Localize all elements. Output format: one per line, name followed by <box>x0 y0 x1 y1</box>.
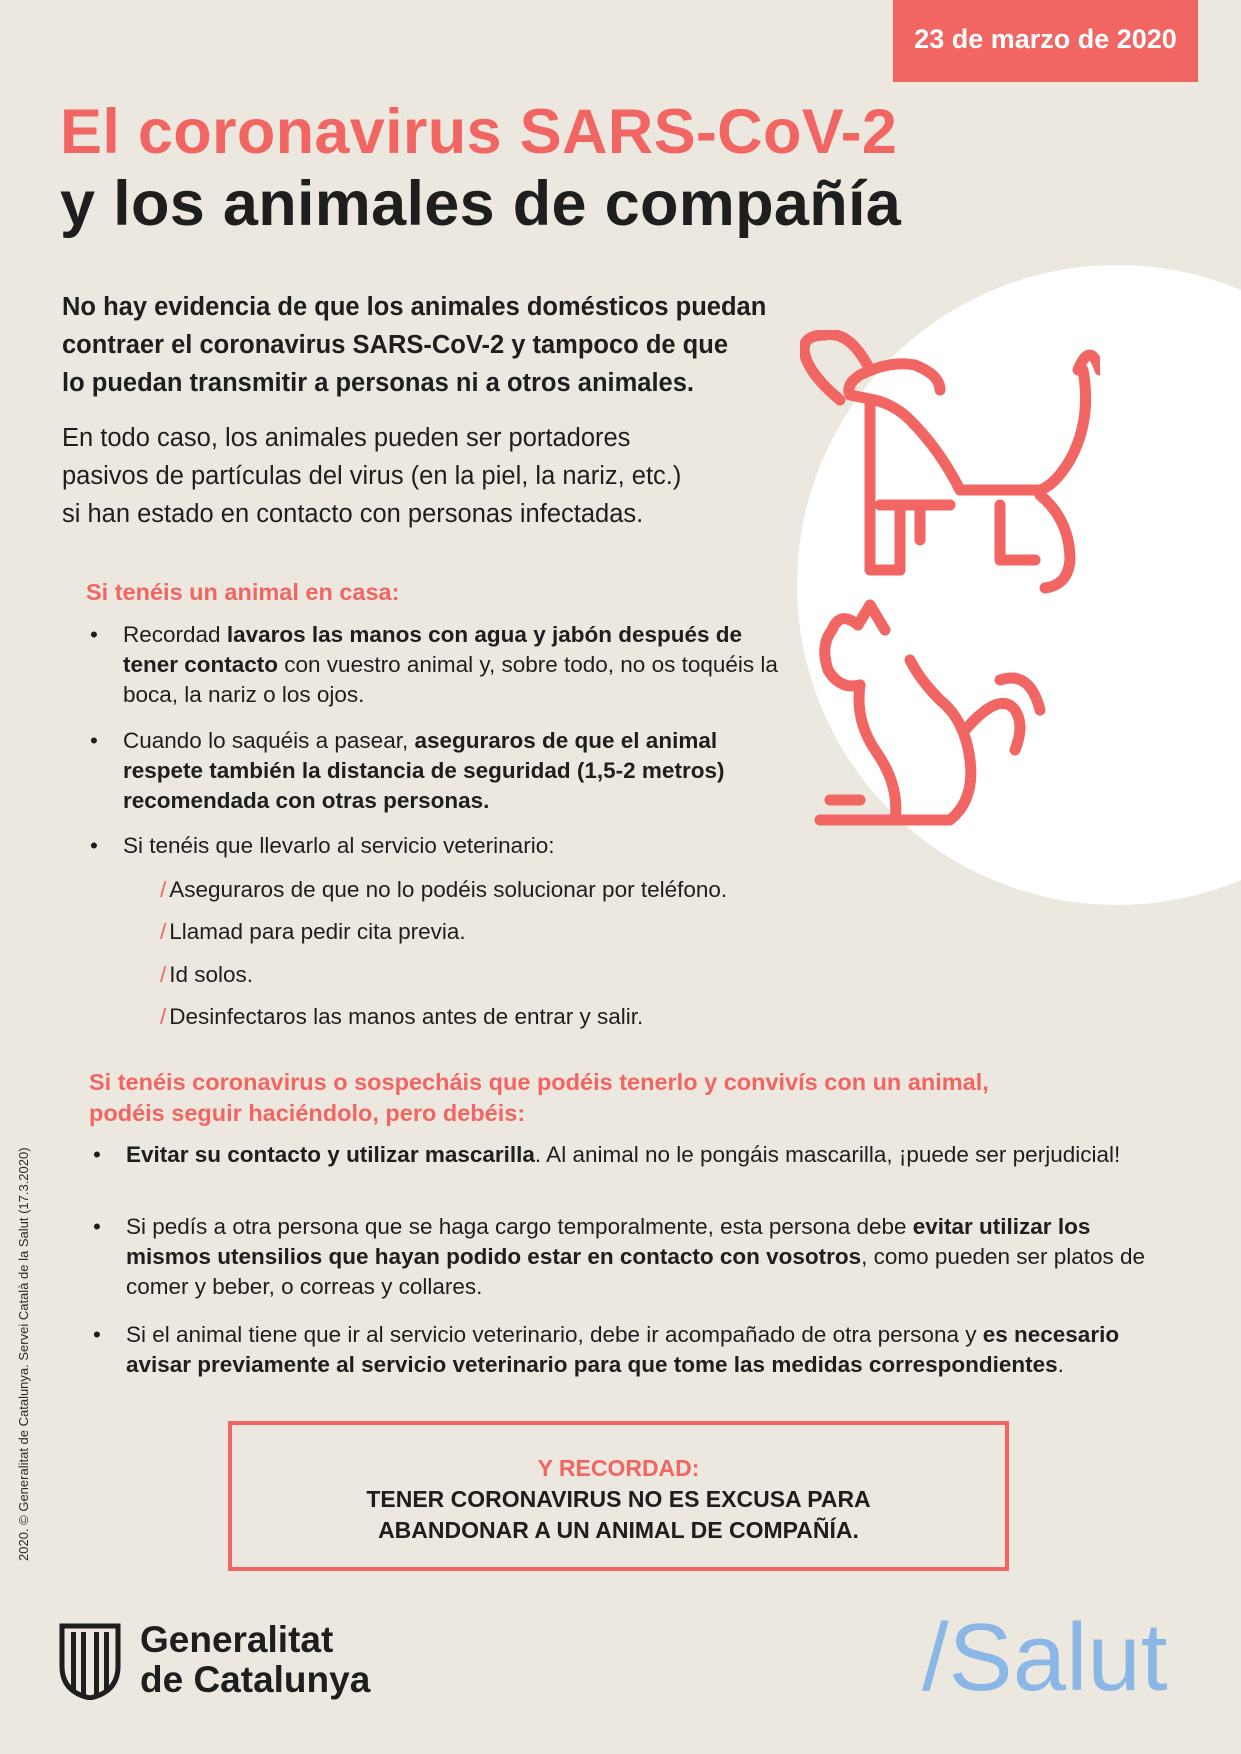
text: Desinfectaros las manos antes de entrar y salir. <box>169 1004 644 1029</box>
text: Id solos. <box>169 962 254 987</box>
list-item <box>90 620 803 710</box>
list-item <box>93 1212 1156 1302</box>
date-badge: 23 de marzo de 2020 <box>893 0 1198 82</box>
bullet-icon: • <box>93 1214 101 1239</box>
salut-logo: /Salut <box>922 1604 1168 1711</box>
text: con vuestro animal y, sobre todo, no os toquéis la boca, la nariz o los ojos. <box>123 652 778 707</box>
lead-paragraph <box>62 288 902 402</box>
bold-text: evitar utilizar los mismos utensilios que hayan podido estar en contacto con vosotros <box>126 1214 1091 1269</box>
text: , como pueden ser platos de comer y beber, o correas y collares. <box>126 1244 1146 1299</box>
list-item <box>93 1140 1126 1170</box>
sub-list-item <box>160 917 466 947</box>
para-line: si han estado en contacto con personas infectadas. <box>62 500 644 528</box>
text: . <box>1057 1352 1064 1377</box>
logo-text-line-1: Generalitat <box>140 1619 334 1660</box>
text: Cuando lo saquéis a pasear, <box>123 728 415 753</box>
text: Si tenéis que llevarlo al servicio veterinario: <box>123 833 555 858</box>
dog-and-cat-icon <box>800 330 1100 850</box>
sub-list-item <box>160 875 727 905</box>
slash-icon: / <box>160 877 167 902</box>
section-heading-infected: Si tenéis coronavirus o sospecháis que podéis tenerlo y convivís con un animal, podéis seguir haciéndolo, pero debéis: <box>89 1069 989 1126</box>
list-item <box>90 831 803 861</box>
list-item <box>93 1320 1156 1380</box>
para-line: En todo caso, los animales pueden ser portadores <box>62 424 631 452</box>
reminder-line: TENER CORONAVIRUS NO ES EXCUSA PARA <box>366 1486 871 1512</box>
copyright-credit: 2020. © Generalitat de Catalunya. Servei Català de la Salut (17.3.2020) <box>16 1147 31 1561</box>
sub-list-item <box>160 1002 643 1032</box>
text: Recordad <box>123 622 227 647</box>
bullet-icon: • <box>90 833 98 858</box>
title-line-2: y los animales de compañía <box>60 169 902 239</box>
slash-icon: / <box>160 1004 167 1029</box>
bold-text: aseguraros de que el animal respete también la distancia de seguridad (1,5-2 metros) recomendada con otras personas. <box>123 728 725 813</box>
para-line: pasivos de partículas del virus (en la piel, la nariz, etc.) <box>62 462 682 490</box>
reminder-box <box>228 1421 1009 1571</box>
text: Si el animal tiene que ir al servicio veterinario, debe ir acompañado de otra persona y <box>126 1322 983 1347</box>
logo-text-line-2: de Catalunya <box>140 1659 371 1700</box>
text: Aseguraros de que no lo podéis solucionar por teléfono. <box>169 877 728 902</box>
reminder-line: ABANDONAR A UN ANIMAL DE COMPAÑÍA. <box>378 1517 859 1543</box>
bold-text: lavaros las manos con agua y jabón después de tener contacto <box>123 622 742 677</box>
bullet-icon: • <box>90 622 98 647</box>
slash-icon: / <box>160 919 167 944</box>
text: . Al animal no le pongáis mascarilla, ¡puede ser perjudicial! <box>534 1142 1121 1167</box>
bold-text: es necesario avisar previamente al servicio veterinario para que tome las medidas correspondientes <box>126 1322 1120 1377</box>
sub-list-item <box>160 960 253 990</box>
info-paragraph <box>62 419 862 533</box>
lead-line: contraer el coronavirus SARS-CoV-2 y tampoco de que <box>62 331 729 359</box>
list-item <box>90 726 803 816</box>
text: Si pedís a otra persona que se haga cargo temporalmente, esta persona debe <box>126 1214 913 1239</box>
bullet-icon: • <box>93 1142 101 1167</box>
lead-line: No hay evidencia de que los animales domésticos puedan <box>62 293 767 321</box>
text: Llamad para pedir cita previa. <box>169 919 466 944</box>
reminder-heading: Y RECORDAD: <box>537 1455 700 1481</box>
generalitat-emblem-icon <box>58 1622 122 1700</box>
slash-icon: / <box>160 962 167 987</box>
bullet-icon: • <box>90 728 98 753</box>
section-heading-home: Si tenéis un animal en casa: <box>86 579 400 605</box>
bold-text: Evitar su contacto y utilizar mascarilla <box>126 1142 535 1167</box>
title-line-1: El coronavirus SARS-CoV-2 <box>60 97 898 167</box>
lead-line: lo puedan transmitir a personas ni a otros animales. <box>62 369 695 397</box>
bullet-icon: • <box>93 1322 101 1347</box>
